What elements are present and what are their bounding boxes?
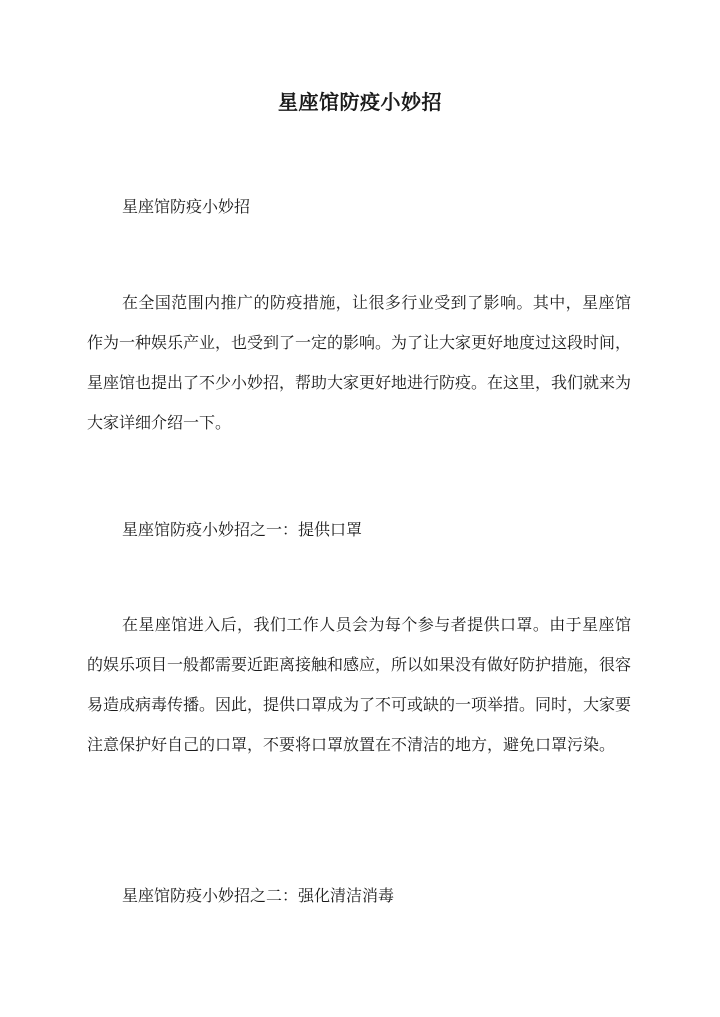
- document-title: 星座馆防疫小妙招: [278, 90, 442, 114]
- section-heading-intro: 星座馆防疫小妙招: [122, 197, 251, 216]
- section-heading-masks: 星座馆防疫小妙招之一：提供口罩: [122, 520, 363, 539]
- masks-paragraph: 在星座馆进入后，我们工作人员会为每个参与者提供口罩。由于星座馆的娱乐项目一般都需要近距离接触和感应，所以如果没有做好防护措施，很容易造成病毒传播。因此，提供口罩成为了不可或缺的一项举措。同时，大家要注意保护好自己的口罩，不要将口罩放置在不清洁的地方，避免口罩污染。: [87, 615, 632, 754]
- intro-paragraph: 在全国范围内推广的防疫措施，让很多行业受到了影响。其中，星座馆作为一种娱乐产业，也受到了一定的影响。为了让大家更好地度过这段时间，星座馆也提出了不少小妙招，帮助大家更好地进行防疫。在这里，我们就来为大家详细介绍一下。: [87, 293, 632, 432]
- section-heading-disinfection: 星座馆防疫小妙招之二：强化清洁消毒: [122, 886, 395, 905]
